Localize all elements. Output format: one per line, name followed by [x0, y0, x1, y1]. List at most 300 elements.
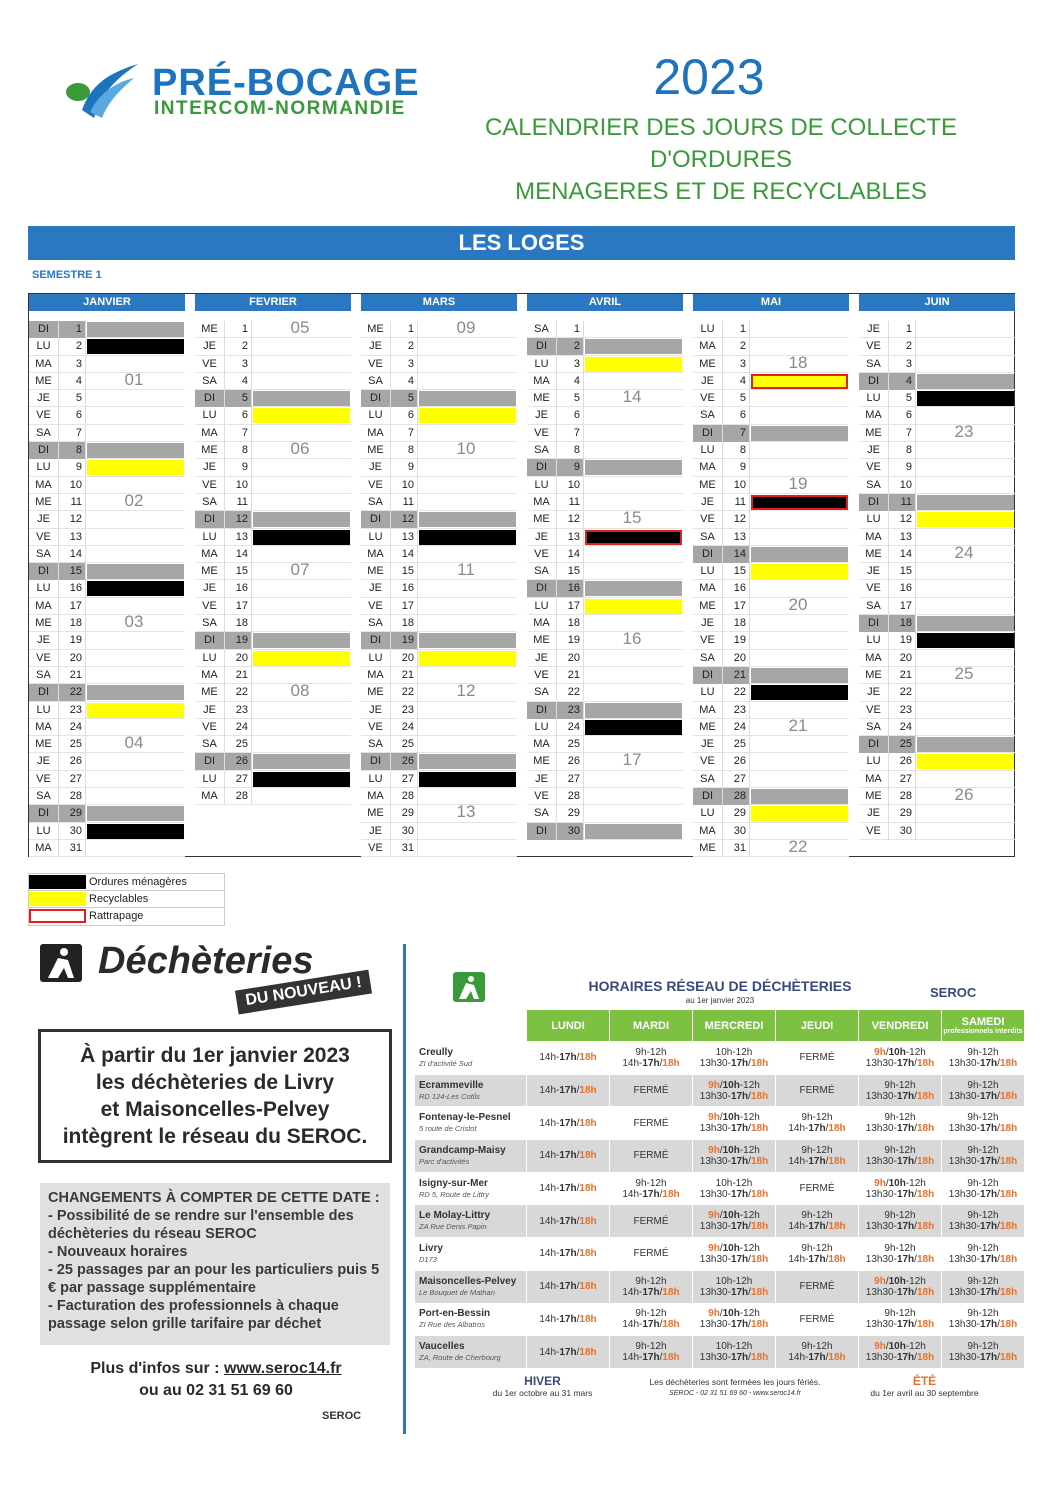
day-number: 15 — [391, 563, 418, 580]
collection-mark — [253, 530, 350, 545]
day-row — [29, 321, 185, 338]
day-row — [693, 321, 849, 338]
day-name: VE — [361, 598, 391, 615]
collection-mark — [585, 530, 682, 545]
collection-mark — [253, 512, 350, 527]
day-row — [361, 477, 517, 494]
day-number: 12 — [225, 511, 252, 528]
day-number: 17 — [59, 598, 86, 615]
day-name: ME — [859, 788, 889, 805]
opening-hours: FERMÉ — [610, 1205, 693, 1238]
change-item: - Nouveaux horaires — [48, 1244, 188, 1260]
collection-mark — [253, 651, 350, 666]
day-name: VE — [859, 338, 889, 355]
day-name: MA — [361, 546, 391, 563]
site-name: Livry D173 — [415, 1238, 527, 1271]
day-row — [361, 373, 517, 390]
day-name: MA — [527, 373, 557, 390]
day-row — [859, 390, 1015, 407]
collection-mark — [87, 685, 184, 700]
month-header: JUIN — [859, 294, 1015, 311]
collection-mark — [585, 668, 682, 683]
day-row — [693, 615, 849, 632]
day-name: ME — [527, 511, 557, 528]
day-number: 11 — [391, 494, 418, 511]
day-number: 30 — [557, 823, 584, 840]
collection-mark — [419, 374, 516, 389]
legend-item-rec — [29, 891, 224, 908]
note-contact: SEROC - 02 31 51 69 60 - www.seroc14.fr — [669, 1390, 801, 1397]
day-number: 4 — [723, 373, 750, 390]
day-row — [195, 338, 351, 355]
day-number: 26 — [557, 753, 584, 770]
day-number: 30 — [889, 823, 916, 840]
day-number: 18 — [889, 615, 916, 632]
day-number: 11 — [557, 494, 584, 511]
collection-mark — [917, 581, 1014, 596]
day-name: SA — [527, 684, 557, 701]
site-row — [415, 1205, 1025, 1238]
day-number: 20 — [225, 650, 252, 667]
day-row — [693, 650, 849, 667]
day-row — [527, 546, 683, 563]
day-row — [29, 684, 185, 701]
day-number: 6 — [723, 407, 750, 424]
day-number: 8 — [391, 442, 418, 459]
collection-mark — [917, 824, 1014, 839]
day-number: 8 — [225, 442, 252, 459]
day-row — [195, 702, 351, 719]
day-name: JE — [859, 321, 889, 338]
day-number: 5 — [225, 390, 252, 407]
day-name: JE — [361, 823, 391, 840]
day-number: 16 — [723, 580, 750, 597]
day-name: LU — [29, 702, 59, 719]
collection-mark — [253, 408, 350, 423]
day-row — [693, 594, 849, 615]
day-number: 12 — [59, 511, 86, 528]
day-row — [361, 702, 517, 719]
day-row — [361, 736, 517, 753]
day-number: 17 — [225, 598, 252, 615]
day-row — [527, 508, 683, 528]
collection-mark — [585, 824, 682, 839]
day-row — [361, 459, 517, 476]
day-number: 8 — [557, 442, 584, 459]
day-number: 12 — [557, 511, 584, 528]
day-number: 13 — [889, 529, 916, 546]
day-row — [29, 338, 185, 355]
day-name: SA — [859, 598, 889, 615]
week-number: 17 — [622, 750, 642, 770]
day-name: SA — [29, 788, 59, 805]
collection-mark — [585, 547, 682, 562]
change-item: - Possibilité de se rendre sur l'ensemble des déchèteries du réseau SEROC — [48, 1208, 354, 1242]
day-name: LU — [859, 632, 889, 649]
day-number: 3 — [225, 356, 252, 373]
day-name: DI — [29, 321, 59, 338]
day-name: JE — [693, 736, 723, 753]
month-column — [29, 321, 185, 857]
opening-hours: 9h-12h 13h30-17h/18h — [859, 1140, 942, 1173]
day-name: DI — [527, 459, 557, 476]
day-name: MA — [29, 477, 59, 494]
opening-hours: 10h-12h 13h30-17h/18h — [693, 1172, 776, 1205]
day-number: 24 — [59, 719, 86, 736]
day-row — [859, 823, 1015, 840]
site-address: 5 route de Cristot — [419, 1124, 477, 1134]
seroc-logo: SEROC — [322, 1410, 362, 1422]
opening-hours: 9h-12h 13h30-17h/18h — [859, 1074, 942, 1107]
day-number: 28 — [59, 788, 86, 805]
day-row — [859, 702, 1015, 719]
collection-mark — [585, 789, 682, 804]
opening-hours: 14h-17h/18h — [527, 1107, 610, 1140]
day-row — [693, 425, 849, 442]
collection-mark — [419, 772, 516, 787]
day-row — [527, 338, 683, 355]
day-number: 22 — [889, 684, 916, 701]
day-row — [859, 580, 1015, 597]
day-name: VE — [693, 753, 723, 770]
day-row — [195, 736, 351, 753]
week-number: 08 — [290, 681, 310, 701]
day-number: 14 — [391, 546, 418, 563]
day-name: DI — [693, 425, 723, 442]
day-row — [693, 473, 849, 494]
day-name: ME — [29, 494, 59, 511]
day-number: 27 — [889, 771, 916, 788]
day-row — [29, 459, 185, 476]
day-name: SA — [29, 546, 59, 563]
day-name: VE — [29, 771, 59, 788]
day-row — [361, 494, 517, 511]
site-row — [415, 1172, 1025, 1205]
collection-mark — [917, 460, 1014, 475]
day-row — [859, 459, 1015, 476]
day-row — [527, 425, 683, 442]
commune-banner: LES LOGES — [28, 226, 1015, 260]
day-name: SA — [361, 615, 391, 632]
notice-box — [38, 1029, 392, 1163]
collection-calendar — [28, 293, 1015, 857]
site-name: Le Molay-Littry ZA Rue Denis Papin — [415, 1205, 527, 1238]
day-row — [29, 580, 185, 597]
day-name: JE — [29, 753, 59, 770]
opening-hours: 9h-12h 14h-17h/18h — [776, 1107, 859, 1140]
day-number: 19 — [723, 632, 750, 649]
day-name: ME — [29, 373, 59, 390]
day-column-header: VENDREDI — [859, 1010, 942, 1042]
day-name: MA — [29, 840, 59, 857]
day-row — [527, 477, 683, 494]
day-row — [195, 407, 351, 424]
day-number: 27 — [391, 771, 418, 788]
day-name: VE — [195, 719, 225, 736]
opening-hours: 14h-17h/18h — [527, 1172, 610, 1205]
day-name: VE — [361, 840, 391, 857]
collection-mark — [419, 720, 516, 735]
week-number: 11 — [457, 560, 475, 580]
day-row — [29, 563, 185, 580]
site-address: ZI d'activité Sud — [419, 1058, 473, 1068]
day-row — [859, 511, 1015, 528]
day-number: 6 — [225, 407, 252, 424]
opening-hours: 9h/10h-12h 13h30-17h/18h — [693, 1205, 776, 1238]
day-name: SA — [361, 373, 391, 390]
day-row — [527, 459, 683, 476]
day-name: LU — [29, 823, 59, 840]
opening-hours: 14h-17h/18h — [527, 1303, 610, 1336]
collection-mark — [751, 426, 848, 441]
day-number: 24 — [557, 719, 584, 736]
day-name: MA — [29, 598, 59, 615]
day-number: 3 — [391, 356, 418, 373]
logo-subtitle: INTERCOM-NORMANDIE — [154, 98, 406, 119]
day-name: VE — [29, 529, 59, 546]
week-number: 03 — [124, 612, 144, 632]
collection-mark — [253, 633, 350, 648]
collection-mark — [87, 512, 184, 527]
collection-mark — [253, 599, 350, 614]
day-number: 1 — [889, 321, 916, 338]
day-number: 19 — [225, 632, 252, 649]
day-name: VE — [361, 477, 391, 494]
collection-mark — [917, 374, 1014, 389]
day-name: LU — [29, 338, 59, 355]
day-name: DI — [693, 546, 723, 563]
day-row — [29, 840, 185, 857]
day-number: 17 — [723, 598, 750, 615]
day-column-header: LUNDI — [527, 1010, 610, 1042]
week-number: 15 — [622, 508, 642, 528]
day-number: 28 — [557, 788, 584, 805]
collection-mark — [751, 668, 848, 683]
day-number: 10 — [723, 477, 750, 494]
day-row — [527, 563, 683, 580]
day-name: JE — [693, 615, 723, 632]
black-swatch-icon — [29, 875, 86, 889]
opening-hours: 9h/10h-12h 13h30-17h/18h — [693, 1238, 776, 1271]
day-name: SA — [527, 805, 557, 822]
month-header: JANVIER — [29, 294, 185, 311]
day-number: 5 — [723, 390, 750, 407]
day-number: 11 — [723, 494, 750, 511]
day-row — [361, 356, 517, 373]
collection-mark — [751, 495, 848, 510]
collection-mark — [917, 322, 1014, 337]
week-number: 04 — [124, 733, 144, 753]
week-number: 02 — [124, 490, 144, 510]
day-name: DI — [195, 632, 225, 649]
day-row — [195, 477, 351, 494]
day-column-header: MARDI — [610, 1010, 693, 1042]
day-name: SA — [859, 719, 889, 736]
site-address: ZI Rue des Albatros — [419, 1320, 486, 1330]
day-row — [527, 629, 683, 649]
opening-hours: 9h-12h 13h30-17h/18h — [859, 1303, 942, 1336]
more-info — [36, 1358, 396, 1402]
day-number: 23 — [225, 702, 252, 719]
collection-mark — [917, 478, 1014, 493]
day-number: 9 — [557, 459, 584, 476]
day-number: 2 — [225, 338, 252, 355]
collection-mark — [585, 772, 682, 787]
day-name: ME — [361, 805, 391, 822]
day-row — [693, 390, 849, 407]
day-name: DI — [361, 390, 391, 407]
day-name: ME — [527, 390, 557, 407]
day-row — [693, 546, 849, 563]
opening-hours: FERMÉ — [610, 1238, 693, 1271]
day-name: MA — [527, 615, 557, 632]
day-number: 7 — [723, 425, 750, 442]
day-number: 27 — [59, 771, 86, 788]
day-number: 25 — [557, 736, 584, 753]
collection-mark — [917, 720, 1014, 735]
day-name: JE — [195, 702, 225, 719]
day-row — [859, 442, 1015, 459]
samedi-note: professionnels interdits — [943, 1027, 1023, 1035]
collection-mark — [585, 443, 682, 458]
day-number: 13 — [225, 529, 252, 546]
opening-hours: 9h-12h 13h30-17h/18h — [942, 1107, 1025, 1140]
legend-label: Ordures ménagères — [89, 876, 187, 888]
day-name: MA — [693, 459, 723, 476]
day-name: LU — [693, 684, 723, 701]
opening-hours: 9h/10h-12h 13h30-17h/18h — [859, 1336, 942, 1369]
day-row — [29, 702, 185, 719]
notice-line: À partir du 1er janvier 2023 — [80, 1044, 350, 1067]
day-row — [527, 719, 683, 736]
day-row — [361, 719, 517, 736]
collection-mark — [751, 737, 848, 752]
collection-mark — [751, 651, 848, 666]
day-row — [195, 529, 351, 546]
day-name: MA — [361, 667, 391, 684]
collection-mark — [751, 616, 848, 631]
day-row — [29, 369, 185, 390]
collection-mark — [87, 806, 184, 821]
day-number: 26 — [225, 753, 252, 770]
day-number: 4 — [889, 373, 916, 390]
collection-mark — [751, 789, 848, 804]
day-number: 10 — [557, 477, 584, 494]
day-row — [29, 667, 185, 684]
day-name: VE — [527, 425, 557, 442]
day-number: 9 — [889, 459, 916, 476]
opening-hours: 14h-17h/18h — [527, 1336, 610, 1369]
day-name: JE — [527, 771, 557, 788]
day-name: JE — [527, 650, 557, 667]
site-row — [415, 1140, 1025, 1173]
day-number: 23 — [889, 702, 916, 719]
collection-mark — [751, 564, 848, 579]
collection-mark — [253, 581, 350, 596]
collection-mark — [253, 460, 350, 475]
seroc-link[interactable]: www.seroc14.fr — [223, 1360, 342, 1377]
day-row — [195, 598, 351, 615]
logo-swoosh-icon — [62, 62, 142, 122]
day-number: 26 — [391, 753, 418, 770]
collection-mark — [917, 737, 1014, 752]
day-name: VE — [361, 719, 391, 736]
day-number: 1 — [225, 321, 252, 338]
opening-hours: 9h-12h 13h30-17h/18h — [859, 1238, 942, 1271]
day-number: 18 — [723, 615, 750, 632]
opening-hours: 9h-12h 14h-17h/18h — [610, 1303, 693, 1336]
collection-mark — [585, 581, 682, 596]
day-row — [527, 805, 683, 822]
collection-mark — [253, 737, 350, 752]
collection-mark — [419, 478, 516, 493]
day-row — [195, 771, 351, 788]
collection-mark — [585, 703, 682, 718]
day-row — [195, 632, 351, 649]
day-number: 13 — [557, 529, 584, 546]
collection-mark — [419, 616, 516, 631]
day-number: 7 — [391, 425, 418, 442]
day-row — [29, 733, 185, 753]
day-row — [29, 650, 185, 667]
day-row — [527, 684, 683, 701]
day-number: 14 — [557, 546, 584, 563]
day-name: ME — [527, 632, 557, 649]
opening-hours: FERMÉ — [776, 1303, 859, 1336]
day-name: LU — [859, 390, 889, 407]
day-name: JE — [29, 632, 59, 649]
day-number: 7 — [225, 425, 252, 442]
day-number: 12 — [723, 511, 750, 528]
day-number: 25 — [889, 736, 916, 753]
day-name: DI — [29, 684, 59, 701]
day-name: SA — [195, 494, 225, 511]
timetable-title: HORAIRES RÉSEAU DE DÉCHÈTERIES — [588, 978, 852, 994]
day-number: 6 — [557, 407, 584, 424]
day-number: 20 — [391, 650, 418, 667]
opening-hours: 9h-12h 14h-17h/18h — [776, 1205, 859, 1238]
collection-mark — [253, 789, 350, 804]
day-row — [527, 321, 683, 338]
collection-mark — [87, 547, 184, 562]
day-number: 25 — [391, 736, 418, 753]
opening-hours: 14h-17h/18h — [527, 1270, 610, 1303]
week-number: 19 — [788, 473, 808, 493]
day-number: 28 — [723, 788, 750, 805]
day-row — [361, 407, 517, 424]
site-name: Isigny-sur-Mer RD 5, Route de Littry — [415, 1172, 527, 1205]
day-row — [527, 407, 683, 424]
day-name: VE — [29, 650, 59, 667]
day-row — [859, 373, 1015, 390]
day-number: 5 — [889, 390, 916, 407]
collection-mark — [917, 633, 1014, 648]
day-number: 8 — [889, 442, 916, 459]
recycling-person-icon — [453, 972, 485, 1002]
day-number: 2 — [59, 338, 86, 355]
opening-hours: 9h-12h 13h30-17h/18h — [942, 1238, 1025, 1271]
day-name: JE — [361, 580, 391, 597]
opening-hours: 9h-12h 13h30-17h/18h — [942, 1172, 1025, 1205]
day-number: 23 — [723, 702, 750, 719]
collection-mark — [751, 443, 848, 458]
opening-hours: 9h-12h 13h30-17h/18h — [942, 1205, 1025, 1238]
day-number: 22 — [225, 684, 252, 701]
collection-mark — [585, 408, 682, 423]
opening-hours: 14h-17h/18h — [527, 1042, 610, 1075]
legend-item-rat — [29, 908, 224, 925]
opening-hours: 9h/10h-12h 13h30-17h/18h — [859, 1270, 942, 1303]
